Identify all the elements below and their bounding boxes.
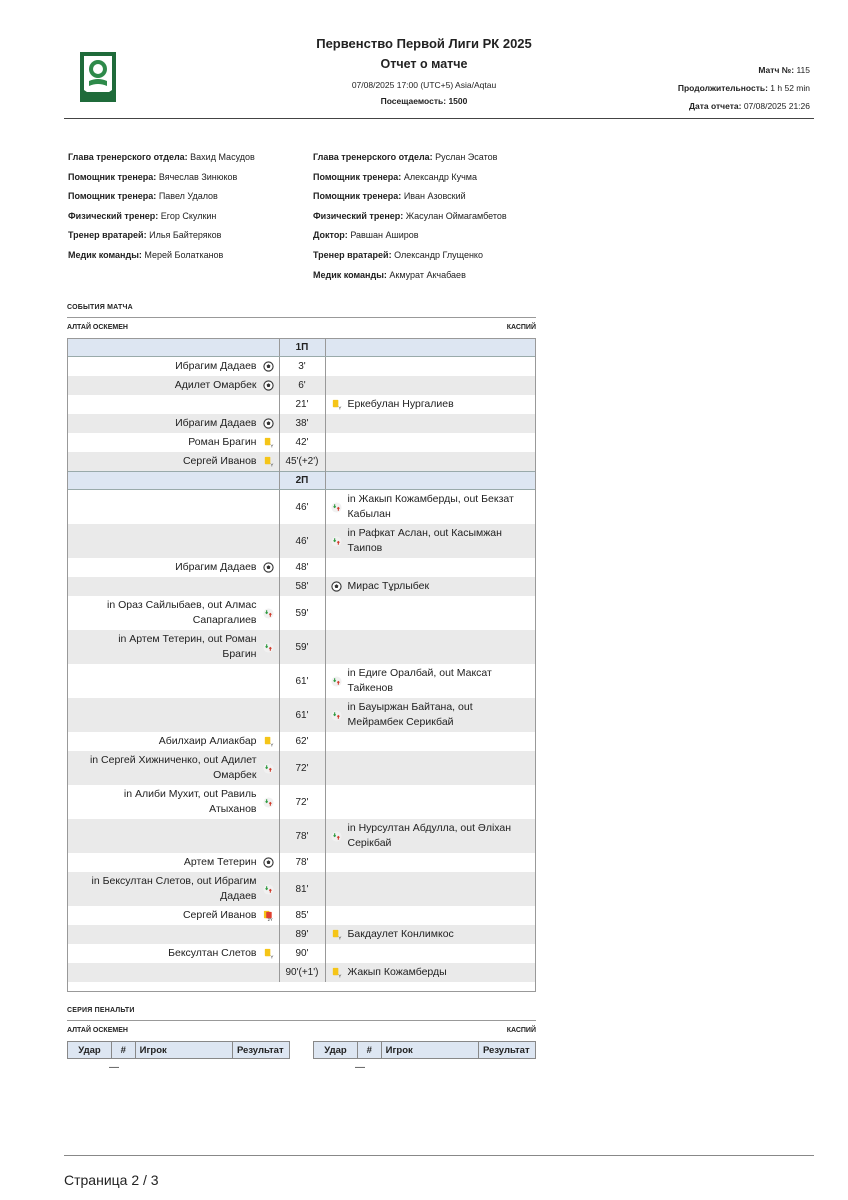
pen-col-number: #	[358, 1042, 382, 1059]
event-minute: 42'	[279, 433, 325, 452]
staff-name: Равшан Аширов	[347, 230, 419, 241]
home-event-cell	[67, 596, 279, 630]
events-table	[67, 338, 536, 982]
staff-name: Акмурат Акчабаев	[386, 269, 466, 280]
event-row	[67, 785, 536, 819]
event-minute: 48'	[279, 558, 325, 577]
home-event-cell	[67, 433, 279, 452]
staff-name: Вячеслав Зинюков	[156, 171, 238, 182]
football-icon	[263, 380, 274, 391]
event-row	[67, 357, 536, 377]
match-number: Матч №: 115	[758, 65, 810, 75]
staff-entry	[68, 168, 255, 188]
substitution-icon	[331, 710, 342, 721]
events-away-team: КАСПИЙ	[506, 324, 536, 331]
substitution-icon	[263, 884, 274, 895]
yellow-card-icon	[263, 736, 274, 747]
event-row	[67, 596, 536, 630]
staff-role: Физический тренер:	[68, 210, 159, 221]
event-row	[67, 698, 536, 732]
header-divider	[64, 118, 814, 119]
away-event-cell	[325, 732, 536, 751]
event-text: in Нурсултан Абдулла, out Әліхан Серікбай	[347, 822, 512, 849]
staff-role: Тренер вратарей:	[68, 230, 147, 241]
event-text: in Едиге Оралбай, out Максат Тайкенов	[347, 667, 492, 694]
staff-name: Вахид Масудов	[187, 152, 255, 162]
pen-col-number: #	[112, 1042, 136, 1059]
penalties-home-empty: —	[109, 1062, 119, 1073]
event-minute: 46'	[279, 490, 325, 525]
staff-role: Помощник тренера:	[313, 171, 402, 182]
staff-entry	[313, 207, 507, 227]
event-row	[67, 433, 536, 452]
event-minute: 72'	[279, 785, 325, 819]
event-text: Абилхаир Алиакбар	[158, 735, 257, 747]
event-minute: 21'	[279, 395, 325, 414]
home-event-cell	[67, 376, 279, 395]
attendance: Посещаемость: 1500	[380, 96, 468, 106]
home-event-cell	[67, 577, 279, 596]
event-row	[67, 414, 536, 433]
staff-role: Медик команды:	[313, 269, 387, 280]
staff-entry	[313, 148, 507, 168]
football-icon	[263, 361, 274, 372]
event-row	[67, 376, 536, 395]
event-text: Еркебулан Нургалиев	[347, 397, 454, 410]
event-text: in Бексултан Слетов, out Ибрагим Дадаев	[91, 875, 257, 902]
penalties-away-empty: —	[355, 1062, 365, 1073]
period-header-row	[67, 472, 536, 490]
staff-entry	[68, 246, 255, 266]
event-text: Роман Брагин	[188, 436, 257, 448]
staff-entry	[68, 226, 255, 246]
staff-role: Медик команды:	[68, 249, 142, 260]
event-minute: 85'	[279, 906, 325, 925]
period-label: 1П	[279, 339, 325, 357]
staff-role: Глава тренерского отдела:	[313, 152, 433, 162]
home-event-cell	[67, 452, 279, 472]
yellow-card-icon	[331, 929, 342, 940]
event-row	[67, 853, 536, 872]
home-event-cell	[67, 664, 279, 698]
staff-name: Егор Скулкин	[158, 210, 217, 221]
away-staff-list	[313, 148, 507, 285]
staff-name: Иван Азовский	[401, 191, 466, 202]
second-yellow-card-icon	[263, 910, 274, 921]
staff-name: Мерей Болатканов	[141, 249, 224, 260]
penalties-away-table	[313, 1041, 536, 1059]
event-row	[67, 751, 536, 785]
away-event-cell	[325, 558, 536, 577]
event-text: Бексултан Слетов	[168, 947, 257, 959]
event-text: in Артем Тетерин, out Роман Брагин	[118, 633, 257, 660]
event-minute: 59'	[279, 596, 325, 630]
staff-name: Александр Кучма	[401, 171, 477, 182]
home-event-cell	[67, 395, 279, 414]
staff-name: Олександр Глущенко	[391, 249, 483, 260]
pen-col-shot: Удар	[314, 1042, 358, 1059]
staff-role: Доктор:	[313, 230, 348, 241]
event-minute: 59'	[279, 630, 325, 664]
staff-name: Павел Удалов	[156, 191, 218, 202]
event-text: in Рафкат Аслан, out Касымжан Таипов	[347, 527, 502, 554]
staff-entry	[313, 168, 507, 188]
event-minute: 3'	[279, 357, 325, 377]
event-text: Мирас Тұрлыбек	[347, 579, 430, 592]
event-text: Адилет Омарбек	[174, 379, 257, 391]
period-header-row	[67, 339, 536, 357]
staff-role: Глава тренерского отдела:	[68, 152, 188, 162]
football-icon	[331, 581, 342, 592]
away-event-cell	[325, 596, 536, 630]
event-minute: 45'(+2')	[279, 452, 325, 472]
svg-text:Y: Y	[269, 742, 273, 747]
report-date: Дата отчета: 07/08/2025 21:26	[688, 101, 810, 111]
event-text: Сергей Иванов	[182, 909, 257, 921]
event-row	[67, 944, 536, 963]
svg-text:Y: Y	[337, 973, 341, 978]
staff-entry	[68, 187, 255, 207]
event-row	[67, 524, 536, 558]
svg-text:Y: Y	[337, 935, 341, 940]
home-staff-list	[68, 148, 255, 266]
event-text: in Сергей Хижниченко, out Адилет Омарбек	[89, 754, 257, 781]
event-row	[67, 577, 536, 596]
home-event-cell	[67, 906, 279, 925]
event-text: Артем Тетерин	[183, 856, 257, 868]
substitution-icon	[331, 676, 342, 687]
event-text: Ибрагим Дадаев	[175, 561, 257, 573]
away-event-cell	[325, 490, 536, 525]
match-duration: Продолжительность: 1 h 52 min	[677, 83, 810, 93]
event-row	[67, 963, 536, 982]
away-event-cell	[325, 944, 536, 963]
staff-name: Жасулан Оймагамбетов	[403, 210, 507, 221]
event-minute: 58'	[279, 577, 325, 596]
event-text: Жакып Кожамберды	[347, 965, 447, 978]
away-event-cell	[325, 630, 536, 664]
event-row	[67, 925, 536, 944]
staff-role: Тренер вратарей:	[313, 249, 392, 260]
event-text: Ибрагим Дадаев	[175, 417, 257, 429]
substitution-icon	[331, 502, 342, 513]
event-minute: 38'	[279, 414, 325, 433]
yellow-card-icon	[331, 967, 342, 978]
home-event-cell	[67, 558, 279, 577]
away-event-cell	[325, 395, 536, 414]
yellow-card-icon	[263, 437, 274, 448]
yellow-card-icon	[263, 456, 274, 467]
substitution-icon	[263, 642, 274, 653]
away-event-cell	[325, 376, 536, 395]
report-title: Первенство Первой Лиги РК 2025	[316, 36, 532, 51]
svg-text:2Y: 2Y	[267, 916, 273, 921]
staff-entry	[313, 246, 507, 266]
event-text: in Бауыржан Байтана, out Мейрамбек Серикбай	[347, 701, 473, 728]
period-label: 2П	[279, 472, 325, 490]
penalties-away-team: КАСПИЙ	[506, 1027, 536, 1034]
yellow-card-icon	[331, 399, 342, 410]
match-datetime: 07/08/2025 17:00 (UTC+5) Asia/Aqtau	[351, 80, 497, 90]
away-event-cell	[325, 963, 536, 982]
page-number: Страница 2 / 3	[64, 1172, 159, 1188]
home-event-cell	[67, 357, 279, 377]
away-event-cell	[325, 785, 536, 819]
home-event-cell	[67, 698, 279, 732]
away-event-cell	[325, 664, 536, 698]
home-event-cell	[67, 524, 279, 558]
away-event-cell	[325, 357, 536, 377]
football-icon	[263, 857, 274, 868]
away-event-cell	[325, 853, 536, 872]
svg-text:Y: Y	[337, 405, 341, 410]
staff-entry	[313, 226, 507, 246]
away-event-cell	[325, 577, 536, 596]
report-subtitle: Отчет о матче	[380, 57, 468, 71]
events-home-team: АЛТАЙ ОСКЕМЕН	[67, 324, 128, 331]
pen-col-result: Результат	[478, 1042, 535, 1059]
footer-divider	[64, 1155, 814, 1156]
event-minute: 72'	[279, 751, 325, 785]
away-event-cell	[325, 452, 536, 472]
home-event-cell	[67, 944, 279, 963]
staff-entry	[313, 266, 507, 286]
staff-name: Руслан Эсатов	[432, 152, 498, 162]
home-event-cell	[67, 853, 279, 872]
home-event-cell	[67, 963, 279, 982]
football-icon	[263, 562, 274, 573]
penalties-home-team: АЛТАЙ ОСКЕМЕН	[67, 1027, 128, 1034]
staff-entry	[313, 187, 507, 207]
pen-col-shot: Удар	[68, 1042, 112, 1059]
penalties-divider	[67, 1020, 536, 1021]
event-minute: 89'	[279, 925, 325, 944]
event-minute: 90'	[279, 944, 325, 963]
home-event-cell	[67, 819, 279, 853]
away-event-cell	[325, 698, 536, 732]
staff-role: Помощник тренера:	[68, 171, 157, 182]
event-text: Сергей Иванов	[182, 455, 257, 467]
away-event-cell	[325, 872, 536, 906]
home-event-cell	[67, 414, 279, 433]
pen-col-player: Игрок	[135, 1042, 232, 1059]
event-minute: 78'	[279, 853, 325, 872]
event-minute: 81'	[279, 872, 325, 906]
event-text: Ибрагим Дадаев	[175, 360, 257, 372]
event-text: in Ораз Сайлыбаев, out Алмас Сапаргалиев	[107, 599, 257, 626]
away-event-cell	[325, 906, 536, 925]
event-text: Бакдаулет Конлимкос	[347, 927, 454, 940]
staff-name: Илья Байтеряков	[146, 230, 222, 241]
match-meta	[678, 61, 810, 115]
substitution-icon	[331, 536, 342, 547]
away-event-cell	[325, 414, 536, 433]
event-row	[67, 819, 536, 853]
home-event-cell	[67, 732, 279, 751]
home-event-cell	[67, 630, 279, 664]
away-event-cell	[325, 819, 536, 853]
penalties-section-label: СЕРИЯ ПЕНАЛЬТИ	[67, 1007, 135, 1014]
away-event-cell	[325, 433, 536, 452]
event-text: in Жакып Кожамберды, out Бекзат Кабылан	[347, 493, 514, 520]
event-row	[67, 732, 536, 751]
home-event-cell	[67, 925, 279, 944]
pen-col-player: Игрок	[381, 1042, 478, 1059]
event-row	[67, 906, 536, 925]
event-minute: 78'	[279, 819, 325, 853]
home-event-cell	[67, 785, 279, 819]
event-row	[67, 664, 536, 698]
event-minute: 6'	[279, 376, 325, 395]
event-text: in Алиби Мухит, out Равиль Атыханов	[123, 788, 257, 815]
event-row	[67, 452, 536, 472]
event-row	[67, 490, 536, 525]
yellow-card-icon	[263, 948, 274, 959]
substitution-icon	[331, 831, 342, 842]
penalties-home-table	[67, 1041, 290, 1059]
substitution-icon	[263, 608, 274, 619]
svg-text:Y: Y	[269, 954, 273, 959]
staff-role: Помощник тренера:	[313, 191, 402, 202]
events-section-label: СОБЫТИЯ МАТЧА	[67, 304, 133, 311]
event-minute: 61'	[279, 664, 325, 698]
home-event-cell	[67, 490, 279, 525]
away-event-cell	[325, 524, 536, 558]
event-row	[67, 395, 536, 414]
event-minute: 62'	[279, 732, 325, 751]
events-divider	[67, 317, 536, 318]
staff-entry	[68, 207, 255, 227]
away-event-cell	[325, 925, 536, 944]
staff-entry	[68, 148, 255, 168]
football-icon	[263, 418, 274, 429]
event-minute: 90'(+1')	[279, 963, 325, 982]
home-event-cell	[67, 751, 279, 785]
staff-role: Помощник тренера:	[68, 191, 157, 202]
home-event-cell	[67, 872, 279, 906]
substitution-icon	[263, 763, 274, 774]
event-minute: 46'	[279, 524, 325, 558]
event-minute: 61'	[279, 698, 325, 732]
staff-role: Физический тренер:	[313, 210, 404, 221]
svg-text:Y: Y	[269, 443, 273, 448]
event-row	[67, 630, 536, 664]
svg-text:Y: Y	[269, 462, 273, 467]
pen-col-result: Результат	[232, 1042, 289, 1059]
event-row	[67, 558, 536, 577]
event-row	[67, 872, 536, 906]
away-event-cell	[325, 751, 536, 785]
substitution-icon	[263, 797, 274, 808]
